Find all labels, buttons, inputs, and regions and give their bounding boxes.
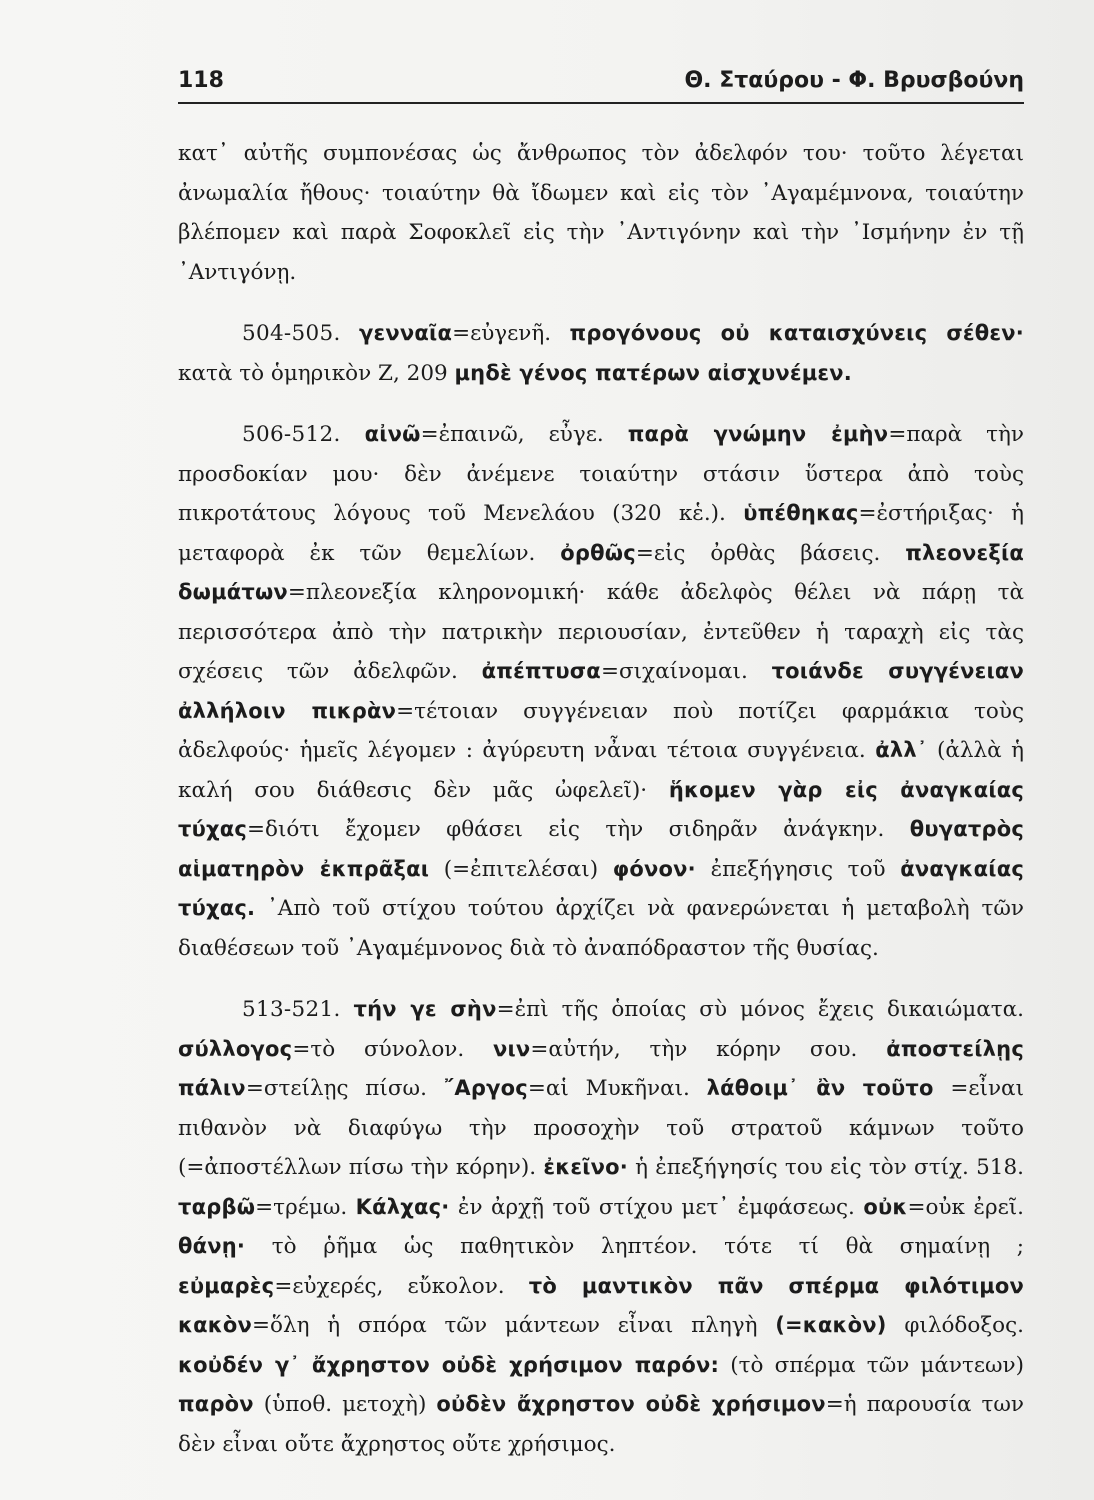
running-head: Θ. Σταύρου - Φ. Βρυσβούνη	[684, 68, 1024, 93]
gloss: =εἰς ὀρθὰς βάσεις.	[635, 540, 881, 566]
lemma: παρὸν	[178, 1392, 254, 1416]
paragraph-504-505	[178, 314, 1024, 393]
lemma: οὐκ	[863, 1194, 908, 1219]
lemma: φόνον·	[612, 856, 696, 881]
gloss: (=ἐπιτελέσαι)	[443, 856, 599, 882]
lemma: θυγατρὸς αἱματηρὸν ἐκπρᾶξαι	[178, 817, 1024, 881]
gloss: =τέτοιαν συγγένειαν ποὺ ποτίζει φαρμάκια τοὺς ἀδελφούς· ἡμεῖς λέγομεν : ἀγύρευτη νἆναι τέτοια συγγένεια.	[178, 698, 1024, 763]
lemma: Κάλχας·	[355, 1194, 450, 1219]
gloss: =σιχαίνομαι.	[600, 659, 748, 684]
gloss: =εὐγενῆ.	[452, 321, 552, 346]
lemma: αἰνῶ	[364, 422, 421, 446]
gloss: ἐπεξήγησις τοῦ	[710, 856, 886, 882]
lemma: τὸ μαντικὸν πᾶν σπέρμα φιλότιμον κακὸν	[178, 1273, 1024, 1337]
lemma: (=κακὸν)	[775, 1313, 887, 1337]
gloss: =τὸ σύνολον.	[292, 1036, 465, 1062]
lemma: νιν	[493, 1036, 531, 1061]
page-number: 118	[178, 68, 224, 93]
lemma: σύλλογος	[178, 1036, 293, 1061]
gloss: =ἐστήριξας· ἡ μεταφορὰ ἐκ τῶν θεμελίων.	[178, 501, 1024, 566]
lemma: οὐδὲν ἄχρηστον οὐδὲ χρήσιμον	[436, 1392, 826, 1416]
paragraph-513-521	[178, 990, 1024, 1464]
gloss: τὸ ῥῆμα ὡς παθητικὸν ληπτέον. τότε τί θὰ σημαίνῃ ;	[271, 1234, 1024, 1259]
gloss: =ὅλη ἡ σπόρα τῶν μάντεων εἶναι πληγὴ	[252, 1313, 758, 1338]
gloss: =οὐκ ἐρεῖ.	[907, 1194, 1025, 1220]
gloss: (ὑποθ. μετοχὴ)	[263, 1392, 427, 1417]
lemma: ἀλλ᾽	[875, 738, 928, 762]
gloss: φιλόδοξος.	[904, 1313, 1024, 1338]
verse-range: 506-512.	[242, 422, 341, 447]
lemma: θάνῃ·	[178, 1234, 246, 1258]
lemma: ταρβῶ	[178, 1194, 256, 1219]
gloss: =πλεονεξία κληρονομική· κάθε ἀδελφὸς θέλει νὰ πάρῃ τὰ περισσότερα ἀπὸ τὴν πατρικὴν περιουσίαν, ἐντεῦθεν ἡ ταραχὴ εἰς τὰς σχέσεις τῶν ἀδελφῶν.	[178, 580, 1024, 684]
gloss: =παρὰ τὴν προσδοκίαν μου· δὲν ἀνέμενε τοιαύτην στάσιν ὕστερα ἀπὸ τοὺς πικροτάτους λόγους τοῦ Μενελάου (320 κἑ.).	[178, 422, 1024, 526]
lemma: τήν γε σὴν	[353, 997, 497, 1021]
gloss: (ἀλλὰ ἡ καλή σου διάθεσις δὲν μᾶς ὠφελεῖ)·	[178, 738, 1025, 803]
gloss: (τὸ σπέρμα τῶν μάντεων)	[730, 1352, 1024, 1378]
gloss: =αἱ Μυκῆναι.	[527, 1076, 690, 1101]
gloss: κατὰ τὸ ὁμηρικὸν Ζ, 209	[178, 360, 455, 386]
paragraph-506-512	[178, 415, 1024, 968]
paragraph-intro: κατ᾽ αὐτῆς συμπονέσας ὡς ἄνθρωπος τὸν ἀδελφόν του· τοῦτο λέγεται ἀνωμαλία ἤθους· τοιαύτην θὰ ἴδωμεν καὶ εἰς τὸν ᾿Αγαμέμνονα, τοιαύτην βλέπομεν καὶ παρὰ Σοφοκλεῖ εἰς τὴν ᾿Αντιγόνην καὶ τὴν ᾿Ισμήνην ἐν τῇ ᾿Αντιγόνῃ.	[178, 141, 1024, 285]
lemma: ἀπέπτυσα	[481, 659, 601, 683]
lemma: παρὰ γνώμην ἐμὴν	[627, 422, 889, 446]
gloss: =εἶναι πιθανὸν νὰ διαφύγω τὴν προσοχὴν τοῦ στρατοῦ κάμνων τοῦτο (=ἀποστέλλων πίσω τὴν κόρην).	[178, 1076, 1025, 1180]
gloss: ᾿Απὸ τοῦ στίχου τούτου ἀρχίζει νὰ φανερώνεται ἡ μεταβολὴ τῶν διαθέσεων τοῦ ᾿Αγαμέμνονος διὰ τὸ ἀναπόδραστον τῆς θυσίας.	[178, 896, 1025, 961]
page-header	[178, 62, 1024, 104]
gloss: =διότι ἔχομεν φθάσει εἰς τὴν σιδηρᾶν ἀνάγκην.	[247, 817, 885, 842]
verse-range: 504-505.	[242, 321, 341, 346]
lemma: ἥκομεν γὰρ εἰς ἀναγκαίας τύχας	[178, 777, 1024, 841]
lemma: λάθοιμ᾽ ἂν τοῦτο	[706, 1076, 934, 1100]
gloss: =ἐπὶ τῆς ὁποίας σὺ μόνος ἔχεις δικαιώματα.	[496, 997, 1024, 1022]
lemma: κοὐδέν γ᾽ ἄχρηστον οὐδὲ χρήσιμον παρόν:	[178, 1352, 720, 1377]
lemma: ἐκεῖνο·	[543, 1155, 628, 1179]
lemma: μηδὲ γένος πατέρων αἰσχυνέμεν.	[454, 360, 852, 385]
gloss: ἡ ἐπεξήγησίς του εἰς τὸν στίχ. 518.	[635, 1155, 1024, 1180]
gloss: ἐν ἀρχῇ τοῦ στίχου μετ᾽ ἐμφάσεως.	[457, 1194, 855, 1220]
lemma: ὀρθῶς	[560, 540, 636, 565]
lemma: ἀποστείλῃς πάλιν	[178, 1036, 1024, 1100]
lemma: εὐμαρὲς	[178, 1273, 275, 1298]
commentary-body	[178, 134, 1024, 1464]
lemma: ἀναγκαίας τύχας.	[178, 856, 1024, 920]
lemma: προγόνους οὐ καταισχύνεις σέθεν·	[569, 321, 1024, 345]
gloss: =τρέμω.	[255, 1194, 348, 1220]
lemma: γενναῖα	[359, 321, 453, 345]
gloss: =στείλῃς πίσω.	[245, 1076, 427, 1101]
lemma: ῎Αργος	[443, 1076, 528, 1100]
gloss: =αὐτήν, τὴν κόρην σου.	[530, 1036, 858, 1062]
gloss: =εὐχερές, εὔκολον.	[274, 1273, 505, 1299]
lemma: τοιάνδε συγγένειαν ἀλλήλοιν πικρὰν	[178, 659, 1025, 723]
verse-range: 513-521.	[242, 997, 341, 1022]
lemma: ὑπέθηκας	[743, 501, 859, 525]
lemma: πλεονεξία δωμάτων	[178, 540, 1025, 604]
gloss: =ἐπαινῶ, εὖγε.	[420, 422, 604, 447]
gloss: =ἡ παρουσία των δὲν εἶναι οὔτε ἄχρηστος οὔτε χρήσιμος.	[178, 1392, 1024, 1457]
